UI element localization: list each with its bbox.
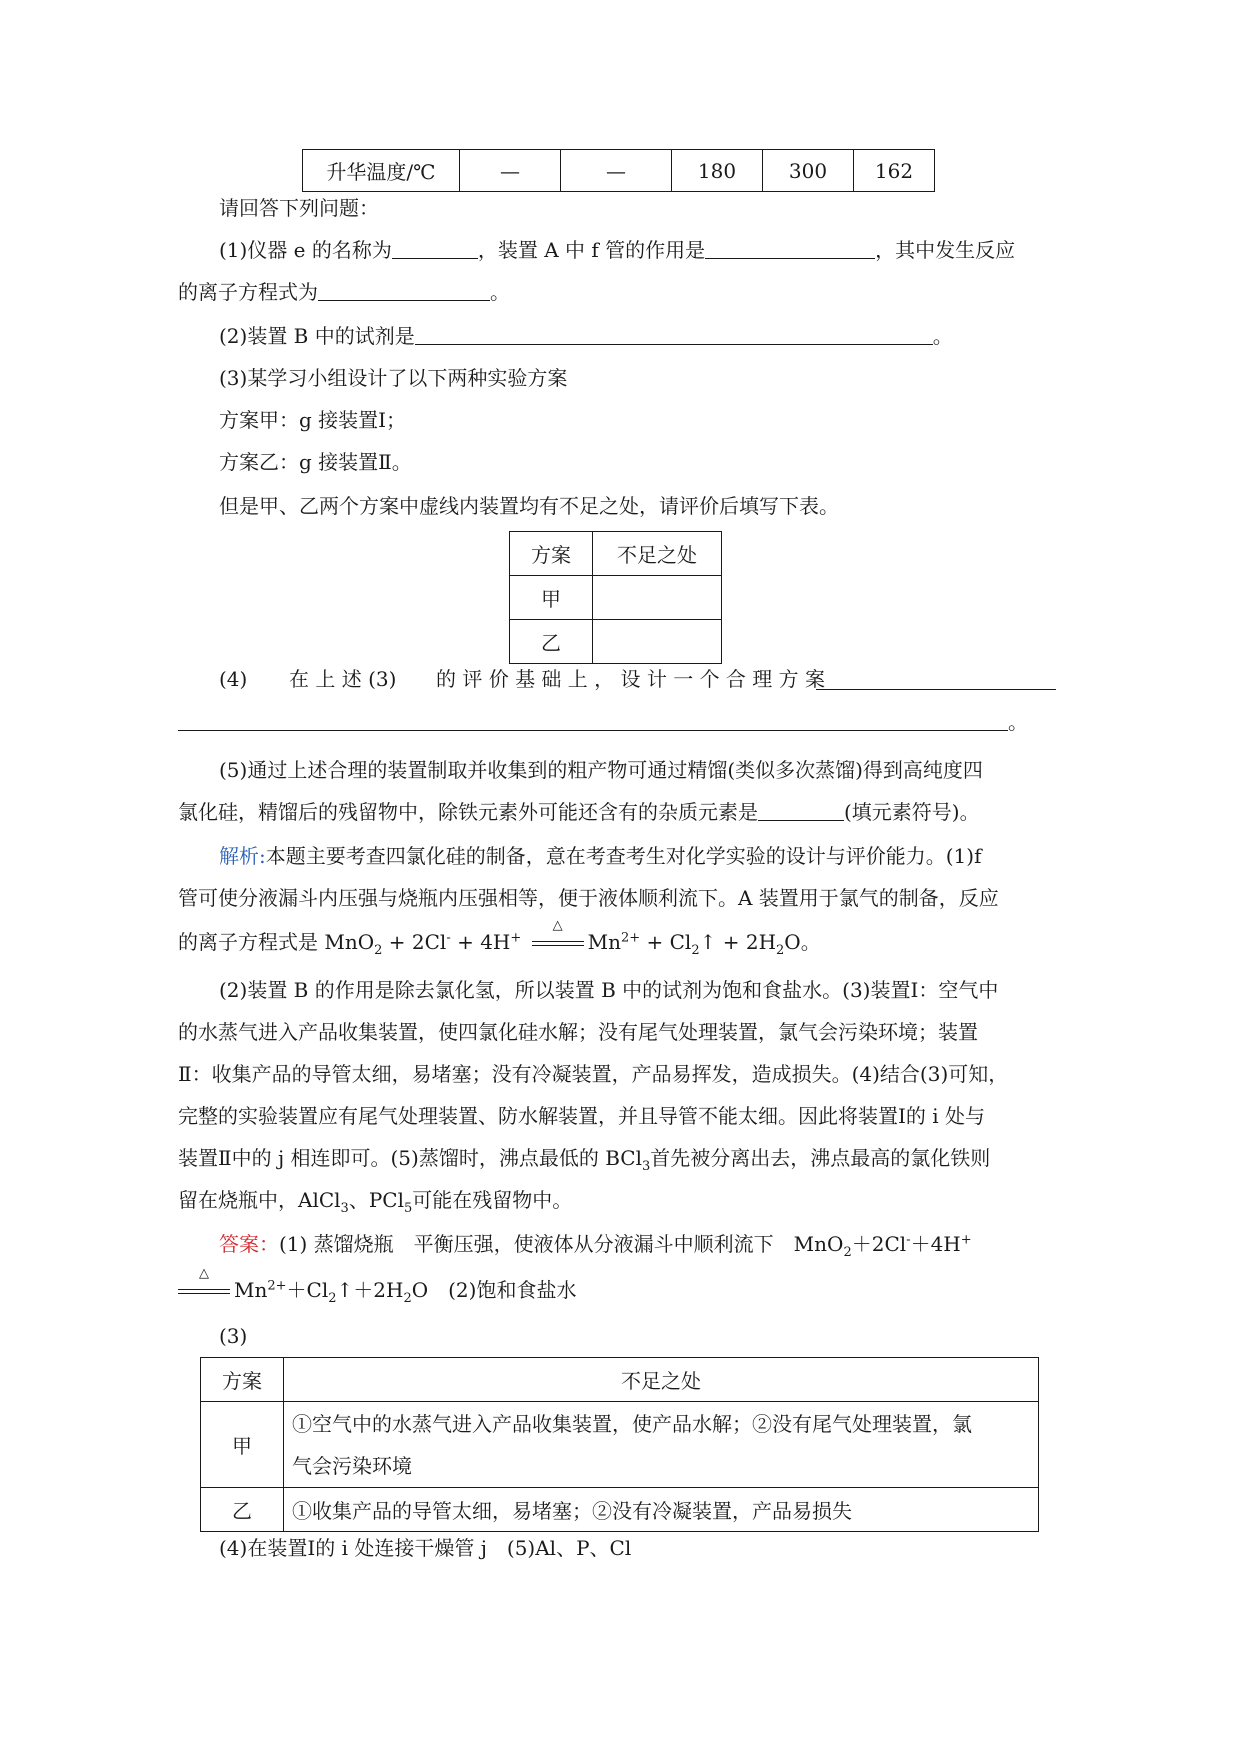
table-row-label: 乙 [510,620,593,664]
analysis-para-2: Ⅱ：收集产品的导管太细，易堵塞；没有冷凝装置，产品易挥发，造成损失。(4)结合(3)可知， [178,1062,1009,1086]
plan-a: 方案甲：g 接装置Ⅰ； [219,408,407,432]
answer-blank [816,669,1056,690]
evaluation-table [509,531,722,664]
table-header: 方案 [201,1358,284,1402]
analysis-para-2: (2)装置 B 的作用是除去氯化氢，所以装置 B 中的试剂为饱和食盐水。(3)装置Ⅰ：空气中 [219,978,999,1002]
heating-equals-sign: △ [532,933,584,953]
answer-blank [318,280,490,301]
analysis-equation: 的离子方程式是 MnO$_2$ + 2Cl- + 4H+ △ $Mn^{2+}$ + $Cl_2↑ + 2H_2O$。 [178,918,821,958]
analysis-label: 解析: [219,844,266,868]
analysis-para-2: 的水蒸气进入产品收集装置，使四氯化硅水解；没有尾气处理装置，氯气会污染环境；装置 [178,1020,978,1044]
question-4-text: 的 评 价 基 础 上 ， 设 计 一 个 合 理 方 案 [436,667,826,691]
analysis-para-2: 装置Ⅱ中的 j 相连即可。(5)蒸馏时，沸点最低的 BCl$_3$首先被分离出去，沸点最高的氯化铁则 [178,1146,991,1174]
answer-cell: ①空气中的水蒸气进入产品收集装置，使产品水解；②没有尾气处理装置，氯 气会污染环境 [284,1402,1039,1488]
table-row-label: 乙 [201,1488,284,1532]
question-3-note: 但是甲、乙两个方案中虚线内装置均有不足之处，请评价后填写下表。 [219,494,839,518]
intro-text: 请回答下列问题： [219,196,379,220]
table-header: 不足之处 [593,532,722,576]
analysis-para-2: 完整的实验装置应有尾气处理装置、防水解装置，并且导管不能太细。因此将装置Ⅰ的 i 处与 [178,1104,986,1128]
sublimation-value: 162 [854,150,935,192]
question-1-line-2: 的离子方程式为 。 [178,280,510,304]
question-4-line-2: 。 [178,708,1028,736]
answer-blank [705,238,875,259]
sublimation-value: — [460,150,561,192]
heating-equals-sign: △ [178,1281,230,1301]
question-3: (3)某学习小组设计了以下两种实验方案 [219,366,568,390]
answer-cell [593,576,722,620]
sublimation-label: 升华温度/℃ [303,150,460,192]
table-header: 不足之处 [284,1358,1039,1402]
answer-line-2: △ $Mn^{2+}+Cl_2↑+2H_2O$ (2)饱和食盐水 [178,1276,576,1304]
answer-blank [178,710,1008,731]
analysis-para-2: 留在烧瓶中，AlCl$_3$、PCl$_5$可能在残留物中。 [178,1188,573,1216]
sublimation-value: 300 [763,150,854,192]
answer-cell: ①收集产品的导管太细，易堵塞；②没有冷凝装置，产品易损失 [284,1488,1039,1532]
analysis-line-1: 解析:本题主要考查四氯化硅的制备，意在考查考生对化学实验的设计与评价能力。(1)f [219,844,982,868]
answer-blank [758,800,844,821]
table-header: 方案 [510,532,593,576]
sublimation-table [302,149,935,192]
table-row-label: 甲 [510,576,593,620]
question-5-line-2: 氯化硅，精馏后的残留物中，除铁元素外可能还含有的杂质元素是 (填元素符号)。 [178,800,980,824]
answer-cell [593,620,722,664]
sublimation-value: 180 [672,150,763,192]
answer-3-label: (3) [219,1324,248,1348]
plan-b: 方案乙：g 接装置Ⅱ。 [219,450,412,474]
sublimation-value: — [561,150,672,192]
question-1-line-1: (1)仪器 e 的名称为 ，装置 A 中 f 管的作用是 ，其中发生反应 [219,238,1016,262]
answer-line-1: 答案：(1) 蒸馏烧瓶 平衡压强，使液体从分液漏斗中顺利流下 MnO$_2$＋2Cl-＋4H+ [219,1232,972,1260]
table-row-label: 甲 [201,1402,284,1488]
question-5-line-1: (5)通过上述合理的装置制取并收集到的粗产物可通过精馏(类似多次蒸馏)得到高纯度四 [219,758,983,782]
question-4-text: 在 上 述 (3) [289,667,397,691]
question-2: (2)装置 B 中的试剂是 。 [219,324,953,348]
analysis-line-2: 管可使分液漏斗内压强与烧瓶内压强相等，便于液体顺利流下。A 装置用于氯气的制备，反应 [178,886,999,910]
answer-blank [392,238,478,259]
answer-blank [415,324,933,345]
answer-4-5: (4)在装置Ⅰ的 i 处连接干燥管 j (5)Al、P、Cl [219,1536,632,1560]
question-4-label: (4) [219,667,248,691]
answer-label: 答案： [219,1232,279,1256]
answer-table [200,1357,1039,1532]
